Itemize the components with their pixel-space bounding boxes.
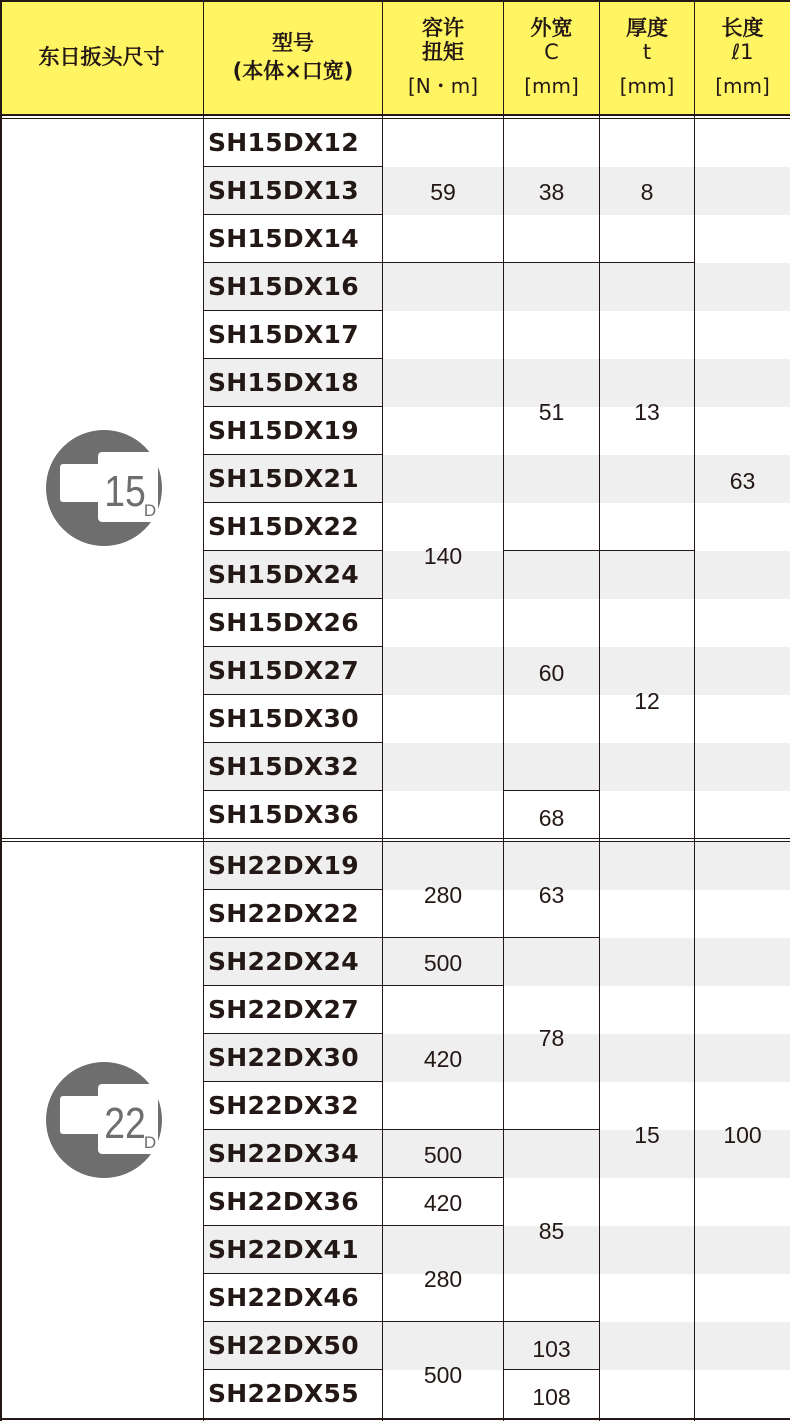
header-thickness-unit: [mm]	[619, 74, 675, 98]
width-value: 51	[538, 399, 565, 425]
torque-value: 280	[423, 882, 463, 908]
model-cell: SH15DX21	[208, 464, 359, 493]
header-model-label: 型号	[272, 31, 314, 55]
header-length-unit: [mm]	[715, 74, 770, 98]
grid-line	[383, 1225, 503, 1226]
grid-line	[204, 598, 382, 599]
thickness-value: 13	[634, 399, 660, 425]
header-torque-label: 容许	[422, 16, 464, 40]
grid-line	[382, 0, 383, 1421]
socket-size-15-icon	[46, 430, 162, 546]
model-cell: SH15DX26	[208, 608, 359, 637]
width-value: 108	[532, 1384, 571, 1410]
grid-line	[0, 0, 2, 1421]
torque-value: 280	[423, 1266, 463, 1292]
grid-line	[204, 937, 382, 938]
grid-line	[504, 790, 599, 791]
header-torque	[383, 0, 503, 114]
width-value: 68	[538, 805, 565, 831]
model-cell: SH15DX22	[208, 512, 359, 541]
grid-line	[204, 889, 382, 890]
grid-line	[600, 262, 694, 263]
grid-line	[504, 1129, 599, 1130]
torque-value: 59	[430, 179, 456, 205]
grid-line	[0, 118, 790, 119]
torque-value: 500	[423, 1362, 463, 1388]
header-thickness-symbol: t	[642, 40, 652, 64]
grid-line	[383, 262, 503, 263]
model-cell: SH15DX30	[208, 704, 359, 733]
model-cell: SH22DX34	[208, 1139, 359, 1168]
model-cell: SH15DX24	[208, 560, 359, 589]
badge-22-sub: D	[143, 1133, 157, 1152]
grid-line	[204, 502, 382, 503]
model-cell: SH22DX19	[208, 851, 359, 880]
model-cell: SH22DX50	[208, 1331, 359, 1360]
torque-value: 500	[423, 950, 463, 976]
header-size-label: 东日扳头尺寸	[38, 45, 165, 69]
header-width-label: 外宽	[530, 16, 573, 40]
grid-line	[504, 1369, 599, 1370]
grid-line	[204, 1369, 382, 1370]
header-width-unit: [mm]	[524, 74, 579, 98]
header-length-label: 长度	[721, 16, 764, 40]
torque-value: 500	[423, 1142, 463, 1168]
torque-value: 420	[423, 1046, 463, 1072]
grid-line	[204, 406, 382, 407]
model-cell: SH22DX36	[208, 1187, 359, 1216]
header-length	[695, 0, 790, 114]
model-cell: SH15DX16	[208, 272, 359, 301]
grid-line	[204, 646, 382, 647]
grid-line	[0, 114, 790, 116]
grid-line	[383, 1129, 503, 1130]
grid-line	[204, 1177, 382, 1178]
header-model-sub: (本体×口宽)	[232, 59, 354, 83]
grid-line	[204, 1321, 382, 1322]
grid-line	[204, 1081, 382, 1082]
width-value: 85	[538, 1218, 565, 1244]
model-cell: SH15DX13	[208, 176, 359, 205]
model-cell: SH22DX32	[208, 1091, 359, 1120]
grid-line	[204, 310, 382, 311]
grid-line	[0, 838, 790, 839]
grid-line	[204, 790, 382, 791]
header-torque-label2: 扭矩	[422, 40, 464, 64]
grid-line	[204, 214, 382, 215]
model-cell: SH22DX27	[208, 995, 359, 1024]
grid-line	[204, 550, 382, 551]
grid-line	[0, 0, 790, 2]
socket-size-22-icon	[46, 1062, 162, 1178]
grid-line	[204, 1129, 382, 1130]
grid-line	[0, 1418, 790, 1420]
width-value: 38	[538, 179, 565, 205]
model-cell: SH15DX36	[208, 800, 359, 829]
badge-22-number: 22	[104, 1098, 146, 1148]
header-thickness-label: 厚度	[626, 16, 668, 40]
grid-line	[694, 0, 695, 1421]
width-value: 60	[538, 660, 565, 686]
grid-line	[503, 0, 504, 1421]
torque-value: 140	[423, 543, 463, 569]
model-cell: SH22DX24	[208, 947, 359, 976]
model-cell: SH22DX30	[208, 1043, 359, 1072]
thickness-value: 15	[634, 1122, 660, 1148]
length-value: 63	[729, 468, 756, 494]
badge-15-number: 15	[104, 466, 146, 516]
grid-line	[383, 937, 503, 938]
grid-line	[504, 937, 599, 938]
model-cell: SH15DX32	[208, 752, 359, 781]
grid-line	[383, 1321, 503, 1322]
thickness-value: 8	[640, 179, 654, 205]
grid-line	[204, 262, 382, 263]
grid-line	[204, 358, 382, 359]
torque-value: 420	[423, 1190, 463, 1216]
header-torque-unit: [N・m]	[407, 74, 479, 98]
model-cell: SH15DX14	[208, 224, 359, 253]
width-value: 63	[538, 882, 565, 908]
width-value: 78	[538, 1025, 565, 1051]
thickness-value: 12	[634, 688, 660, 714]
grid-line	[504, 1321, 599, 1322]
header-size	[0, 0, 203, 114]
grid-line	[383, 1177, 503, 1178]
model-cell: SH15DX17	[208, 320, 359, 349]
grid-line	[204, 694, 382, 695]
model-cell: SH22DX55	[208, 1379, 359, 1408]
grid-line	[504, 262, 599, 263]
model-cell: SH22DX41	[208, 1235, 359, 1264]
grid-line	[599, 0, 600, 1421]
badge-15-sub: D	[143, 501, 157, 520]
grid-line	[204, 1273, 382, 1274]
model-cell: SH15DX18	[208, 368, 359, 397]
model-cell: SH15DX19	[208, 416, 359, 445]
grid-line	[383, 985, 503, 986]
grid-line	[204, 742, 382, 743]
length-value: 100	[723, 1122, 762, 1148]
model-cell: SH15DX27	[208, 656, 359, 685]
width-value: 103	[532, 1336, 571, 1362]
model-cell: SH15DX12	[208, 128, 359, 157]
grid-line	[504, 550, 599, 551]
header-width	[504, 0, 599, 114]
grid-line	[204, 454, 382, 455]
grid-line	[204, 1033, 382, 1034]
header-thickness	[600, 0, 694, 114]
model-cell: SH22DX22	[208, 899, 359, 928]
header-model	[204, 0, 382, 114]
grid-line	[204, 985, 382, 986]
header-width-symbol: C	[544, 40, 559, 64]
grid-line	[204, 166, 382, 167]
grid-line	[204, 1225, 382, 1226]
grid-line	[0, 841, 790, 842]
model-cell: SH22DX46	[208, 1283, 359, 1312]
header-length-symbol: ℓ1	[731, 40, 754, 64]
grid-line	[600, 550, 694, 551]
